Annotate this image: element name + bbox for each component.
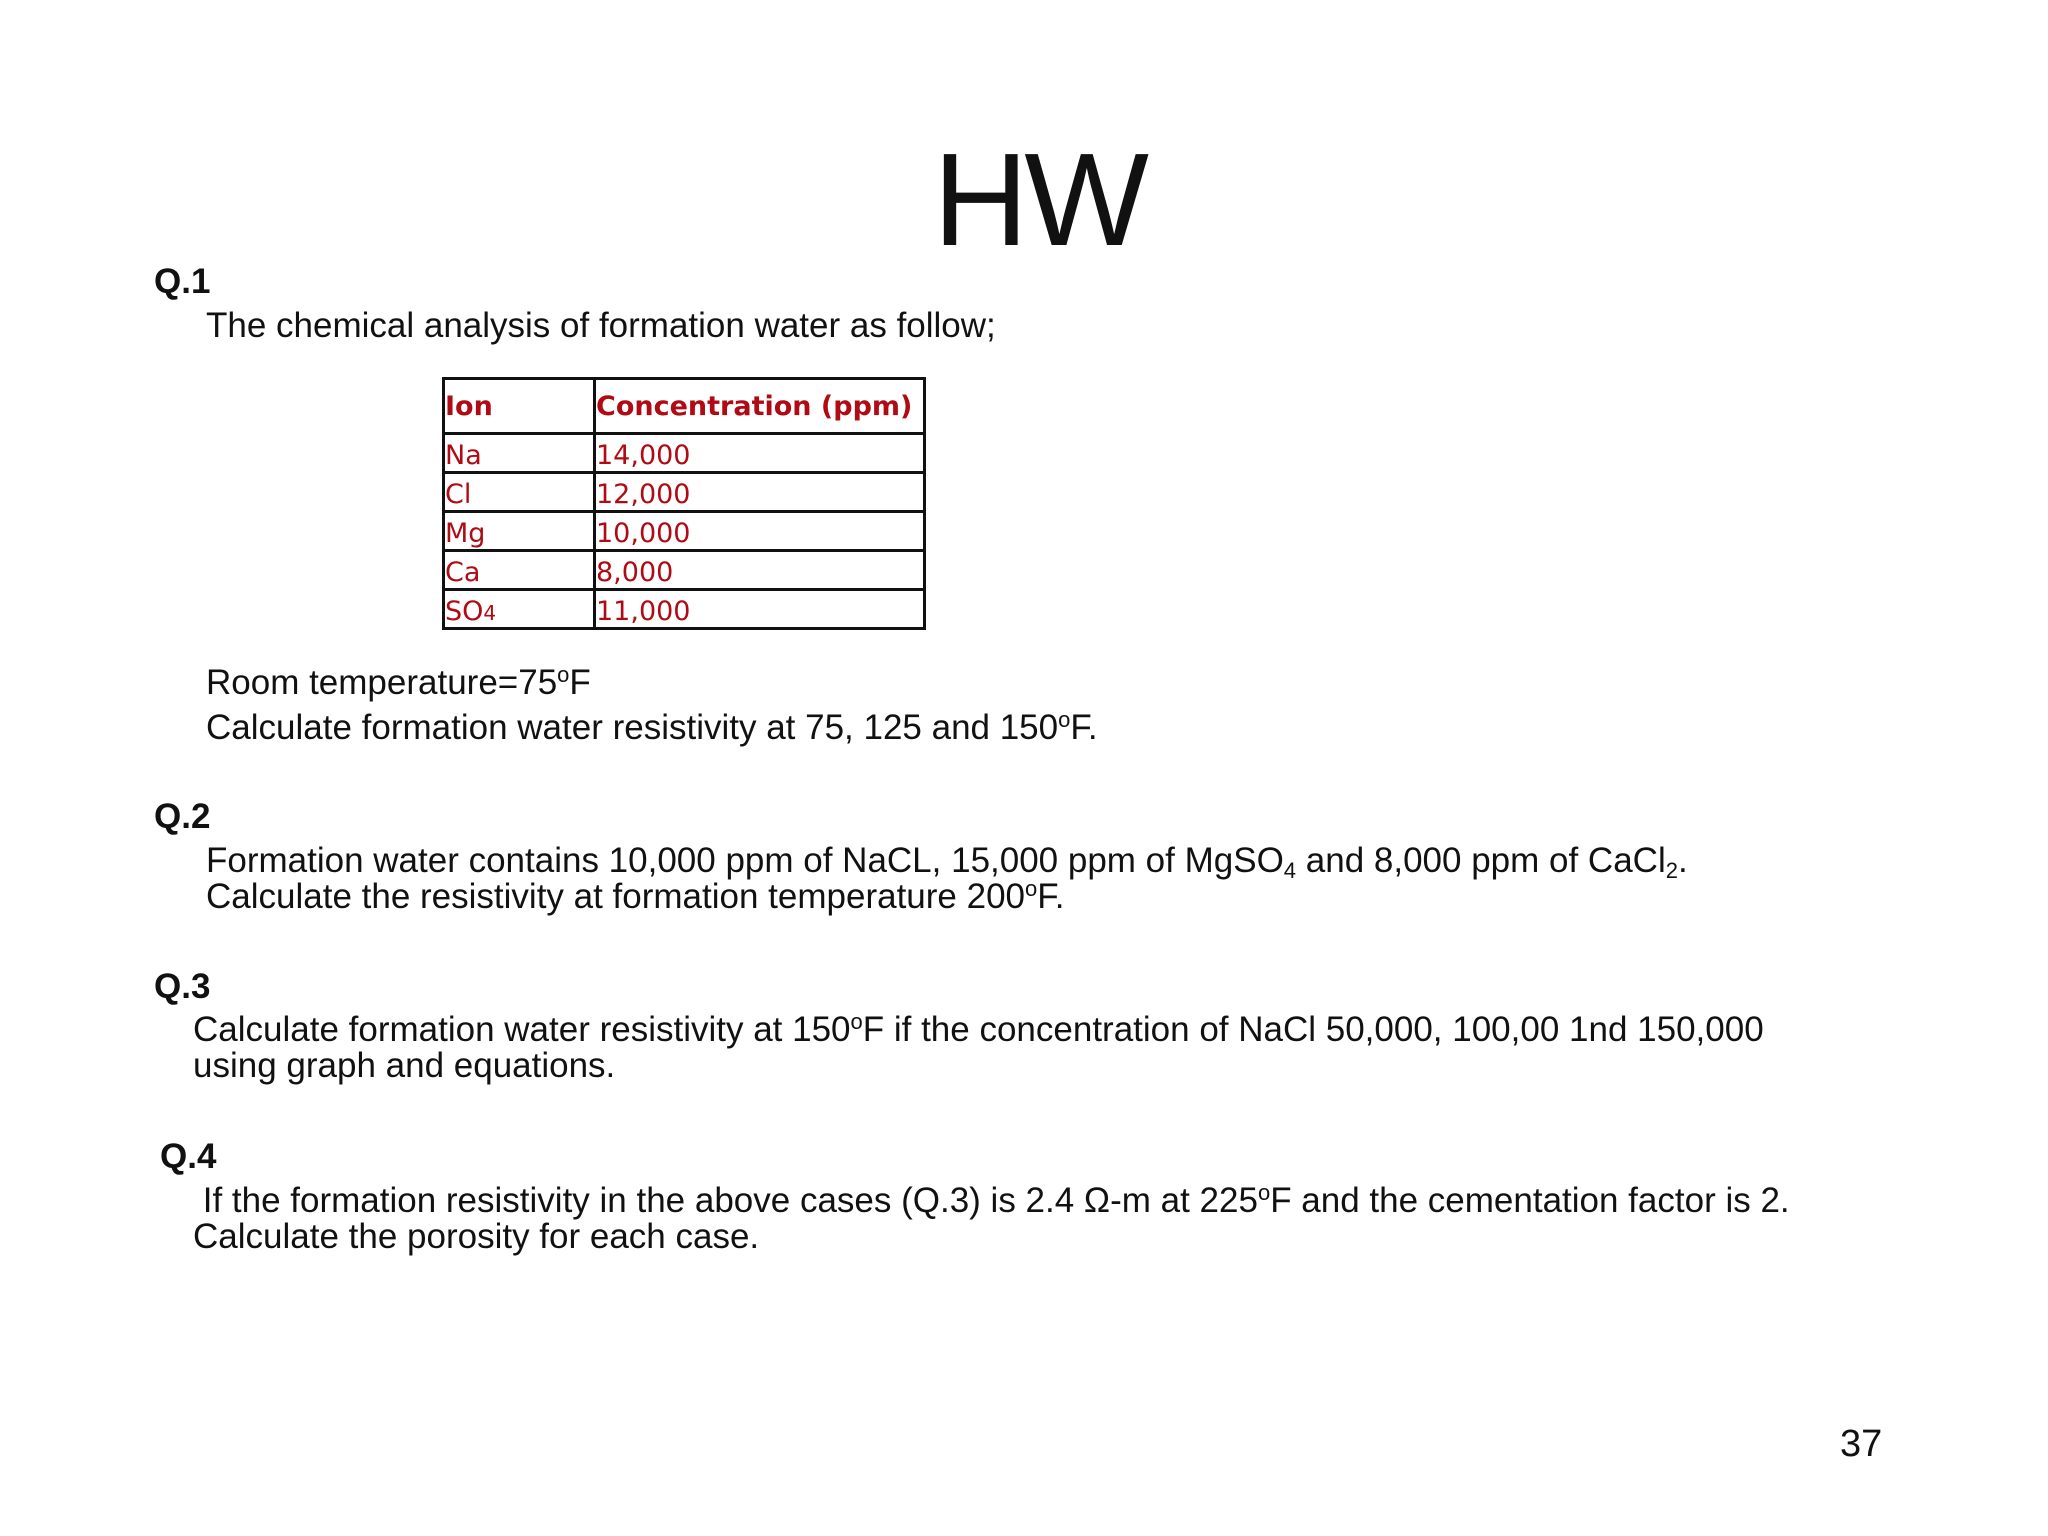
temperature-unit: F (569, 663, 591, 702)
question-4-line-1a: If the formation resistivity in the above cases (Q.3) is 2.4 Ω-m at 225 (193, 1181, 1258, 1220)
question-4-line-1b: F and the cementation factor is 2. (1270, 1181, 1790, 1220)
chemical-subscript: 4 (1283, 858, 1297, 883)
question-2-line-1a: Formation water contains 10,000 ppm of NaCL, 15,000 ppm of MgSO (206, 841, 1284, 880)
ion-cell (444, 512, 595, 551)
question-2-text (206, 843, 1688, 915)
temperature-unit: F. (1037, 877, 1065, 916)
ion-name: SO (445, 596, 484, 627)
ion-cell (444, 590, 595, 629)
degree-symbol: o (1257, 1180, 1271, 1205)
chemical-subscript: 2 (1665, 858, 1678, 883)
slide-title: HW (933, 126, 1145, 273)
ion-name: Ca (445, 557, 481, 588)
table-row (444, 473, 925, 512)
degree-symbol: o (1058, 707, 1071, 732)
concentration-cell: 14,000 (595, 434, 925, 473)
ion-column-header: Ion (444, 379, 595, 434)
table-header-row (444, 379, 925, 434)
ion-name: Cl (445, 479, 472, 510)
concentration-cell: 8,000 (595, 551, 925, 590)
concentration-cell: 11,000 (595, 590, 925, 629)
concentration-cell: 10,000 (595, 512, 925, 551)
degree-symbol: o (1025, 876, 1038, 901)
page-number: 37 (1840, 1423, 1883, 1465)
question-2-line-1c: . (1677, 841, 1688, 880)
question-1-task (206, 707, 1098, 747)
degree-symbol: o (850, 1009, 863, 1034)
question-2-line-1b: and 8,000 ppm of CaCl (1296, 841, 1666, 880)
table-row (444, 551, 925, 590)
question-3-label: Q.3 (154, 967, 211, 1006)
room-temperature-text: Room temperature=75 (206, 663, 558, 702)
question-1-task-text: Calculate formation water resistivity at 75, 125 and 150 (206, 708, 1059, 747)
table-row (444, 590, 925, 629)
ion-cell (444, 551, 595, 590)
degree-symbol: o (557, 662, 570, 687)
question-1-label: Q.1 (154, 262, 211, 301)
question-2-line-2: Calculate the resistivity at formation temperature 200 (206, 877, 1025, 916)
ion-name: Mg (445, 518, 486, 549)
concentration-cell: 12,000 (595, 473, 925, 512)
question-4-label: Q.4 (160, 1137, 217, 1176)
ion-name: Na (445, 440, 482, 471)
question-3-line-2: using graph and equations. (193, 1046, 616, 1085)
question-3-text (193, 1009, 1764, 1085)
ion-concentration-table (442, 377, 926, 630)
ion-cell (444, 473, 595, 512)
concentration-column-header: Concentration (ppm) (595, 379, 925, 434)
question-4-line-2: Calculate the porosity for each case. (193, 1217, 760, 1256)
ion-cell (444, 434, 595, 473)
ion-subscript: 4 (483, 601, 497, 625)
question-1-intro: The chemical analysis of formation water as follow; (206, 306, 996, 345)
temperature-unit: F. (1070, 708, 1098, 747)
question-4-text (193, 1180, 1790, 1256)
room-temperature-line (206, 662, 591, 702)
question-2-label: Q.2 (154, 797, 211, 836)
question-3-line-1b: F if the concentration of NaCl 50,000, 100,00 1nd 150,000 (862, 1010, 1764, 1049)
table-row (444, 512, 925, 551)
table-row (444, 434, 925, 473)
question-3-line-1a: Calculate formation water resistivity at 150 (193, 1010, 851, 1049)
